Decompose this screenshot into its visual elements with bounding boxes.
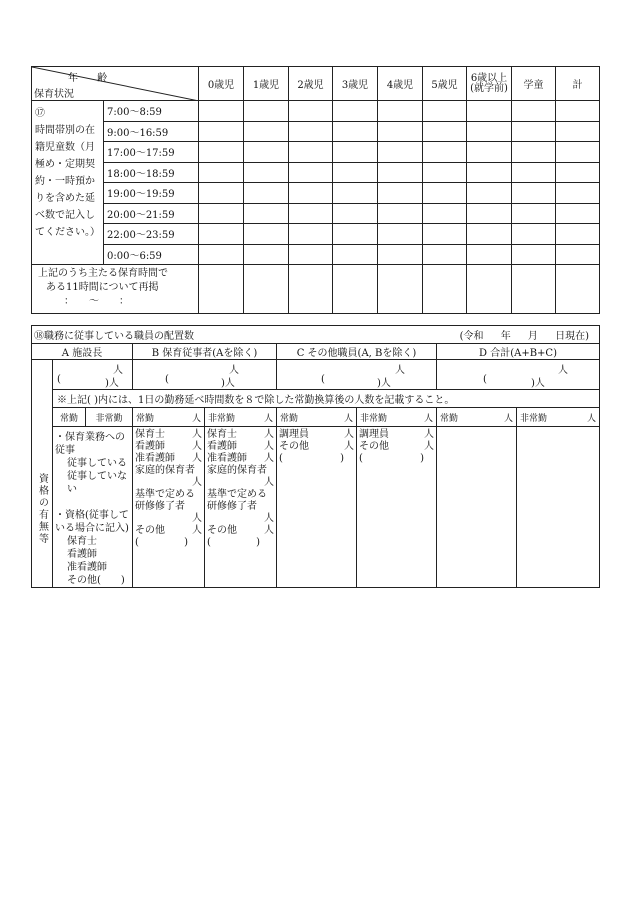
table-18-staff-placement — [31, 325, 600, 588]
paren-unit-b: )人 — [221, 378, 235, 389]
input-cell[interactable] — [423, 203, 467, 224]
b-jokin-detail[interactable] — [133, 427, 205, 588]
time-slot-label: 18:00〜18:59 — [104, 162, 199, 183]
paren-unit-c: )人 — [377, 378, 391, 389]
qualification-label — [32, 360, 53, 588]
input-cell[interactable] — [423, 244, 467, 265]
b-hijokin-label: 非常勤 — [208, 413, 236, 424]
col-age-3: 3歳児 — [333, 67, 378, 101]
input-cell[interactable] — [333, 203, 378, 224]
d-jokin-label: 常勤 — [440, 413, 459, 424]
c-hijokin-close: ) — [420, 453, 424, 464]
b-hijokin-item-3: 家庭的保育者 — [207, 465, 267, 476]
input-cell[interactable] — [423, 224, 467, 245]
b-jokin-item-3: 家庭的保育者 — [135, 465, 195, 476]
count-a[interactable] — [53, 360, 133, 390]
input-cell[interactable] — [467, 265, 512, 314]
b-hijokin-unit: 人 — [263, 413, 273, 424]
input-cell[interactable] — [333, 265, 378, 314]
col-d-total: D 合計(A+B+C) — [437, 344, 600, 360]
b-hijokin-item-6: 研修修了者 — [207, 501, 257, 512]
input-cell[interactable] — [556, 121, 600, 142]
input-cell[interactable] — [199, 183, 244, 204]
b-hijokin-header — [205, 408, 277, 427]
input-cell[interactable] — [423, 265, 467, 314]
input-cell[interactable] — [244, 101, 289, 122]
time-row — [32, 101, 600, 122]
b-jokin-unit-3: 人 — [192, 477, 202, 488]
c-hijokin-unit-1: 人 — [424, 441, 434, 452]
b-jokin-unit-0: 人 — [192, 429, 202, 440]
input-cell[interactable] — [423, 162, 467, 183]
time-slot-label: 9:00〜16:59 — [104, 121, 199, 142]
header-age: 年 齢 — [68, 73, 116, 84]
input-cell[interactable] — [467, 203, 512, 224]
time-row — [32, 203, 600, 224]
input-cell[interactable] — [333, 101, 378, 122]
c-jokin-header — [277, 408, 357, 427]
b-jokin-unit: 人 — [191, 413, 201, 424]
time-slot-label: 20:00〜21:59 — [104, 203, 199, 224]
input-cell[interactable] — [199, 121, 244, 142]
b-hijokin-detail[interactable] — [205, 427, 277, 588]
conversion-note: ※上記( )内には、1日の勤務延べ時間数を８で除した常勤換算後の人数を記載すること。 — [53, 390, 600, 408]
c-hijokin-item-2: ( — [359, 453, 363, 464]
b-hijokin-item-2: 准看護師 — [207, 453, 247, 464]
c-jokin-item-1: その他 — [279, 441, 309, 452]
d-hijokin-header — [517, 408, 600, 427]
col-age-6plus-line2: (就学前) — [470, 82, 508, 94]
b-hijokin-unit-6: 人 — [264, 513, 274, 524]
input-cell[interactable] — [199, 203, 244, 224]
col-age-1: 1歳児 — [244, 67, 289, 101]
b-hijokin-item-5: 基準で定める — [207, 489, 267, 500]
input-cell[interactable] — [556, 265, 600, 314]
c-hijokin-item-0: 調理員 — [359, 429, 389, 440]
summary-line2: ある11時間について再掲 — [46, 282, 159, 293]
paren-open-b: ( — [165, 374, 169, 385]
c-hijokin-header — [357, 408, 437, 427]
input-cell[interactable] — [244, 121, 289, 142]
input-cell[interactable] — [289, 244, 333, 265]
input-cell[interactable] — [199, 101, 244, 122]
time-slot-label: 7:00〜8:59 — [104, 101, 199, 122]
count-b[interactable] — [133, 360, 277, 390]
b-hijokin-item-0: 保育士 — [207, 429, 237, 440]
c-hijokin-item-1: その他 — [359, 441, 389, 452]
input-cell[interactable] — [289, 203, 333, 224]
summary-11h-label — [32, 265, 199, 314]
a-detail-6: 看護師 — [67, 549, 97, 560]
a-jokin-header: 常勤 — [53, 408, 86, 427]
col-age-6plus-line1: 6歳以上 — [470, 72, 508, 84]
a-detail-cell[interactable] — [53, 427, 133, 588]
b-hijokin-unit-3: 人 — [264, 477, 274, 488]
time-slot-label: 0:00〜6:59 — [104, 244, 199, 265]
c-jokin-item-2: ( — [279, 453, 283, 464]
input-cell[interactable] — [378, 162, 423, 183]
c-jokin-label: 常勤 — [280, 413, 299, 424]
b-hijokin-item-1: 看護師 — [207, 441, 237, 452]
input-cell[interactable] — [423, 101, 467, 122]
input-cell[interactable] — [556, 244, 600, 265]
input-cell[interactable] — [512, 203, 556, 224]
input-cell[interactable] — [244, 203, 289, 224]
d-jokin-header — [437, 408, 517, 427]
col-total: 計 — [556, 67, 600, 101]
input-cell[interactable] — [512, 101, 556, 122]
input-cell[interactable] — [244, 224, 289, 245]
unit-c: 人 — [395, 365, 405, 376]
input-cell[interactable] — [556, 142, 600, 163]
d-hijokin-unit: 人 — [586, 413, 596, 424]
time-row — [32, 183, 600, 204]
b-hijokin-unit-2: 人 — [264, 453, 274, 464]
col-age-0: 0歳児 — [199, 67, 244, 101]
input-cell[interactable] — [289, 162, 333, 183]
b-hijokin-item-8: その他 — [207, 525, 237, 536]
a-detail-8: その他( ) — [67, 575, 125, 586]
input-cell[interactable] — [467, 142, 512, 163]
input-cell[interactable] — [512, 142, 556, 163]
qualification-text: 資格の有無等 — [36, 472, 48, 545]
summary-line1: 上記のうち主たる保育時間で — [38, 268, 168, 279]
time-row — [32, 224, 600, 245]
input-cell[interactable] — [512, 224, 556, 245]
input-cell[interactable] — [378, 142, 423, 163]
input-cell[interactable] — [556, 203, 600, 224]
col-b-caregivers: B 保育従事者(Aを除く) — [133, 344, 277, 360]
b-jokin-item-8: その他 — [135, 525, 165, 536]
paren-open-a: ( — [57, 374, 61, 385]
d-hijokin-detail[interactable] — [517, 427, 600, 588]
a-detail-2: 従事していない — [67, 471, 127, 495]
a-hijokin-header: 非常勤 — [86, 408, 133, 427]
paren-unit-d: )人 — [531, 378, 545, 389]
time-slot-label: 22:00〜23:59 — [104, 224, 199, 245]
input-cell[interactable] — [289, 121, 333, 142]
a-detail-7: 准看護師 — [67, 562, 107, 573]
a-detail-5: 保育士 — [67, 536, 97, 547]
input-cell[interactable] — [244, 142, 289, 163]
d-jokin-detail[interactable] — [437, 427, 517, 588]
section-18-header — [32, 326, 600, 344]
input-cell[interactable] — [423, 121, 467, 142]
b-jokin-header — [133, 408, 205, 427]
col-age-4: 4歳児 — [378, 67, 423, 101]
b-jokin-item-2: 准看護師 — [135, 453, 175, 464]
col-gakudo: 学童 — [512, 67, 556, 101]
c-jokin-unit-1: 人 — [344, 441, 354, 452]
time-row — [32, 142, 600, 163]
a-detail-0: ・保育業務への従事 — [55, 432, 125, 456]
input-cell[interactable] — [467, 162, 512, 183]
c-jokin-close: ) — [340, 453, 344, 464]
input-cell[interactable] — [333, 121, 378, 142]
input-cell[interactable] — [512, 183, 556, 204]
b-hijokin-unit-1: 人 — [264, 441, 274, 452]
a-detail-4: ・資格(従事している場合に記入) — [55, 510, 129, 534]
b-hijokin-unit-8: 人 — [264, 525, 274, 536]
b-hijokin-unit-0: 人 — [264, 429, 274, 440]
b-jokin-close: ) — [184, 537, 188, 548]
col-age-5: 5歳児 — [423, 67, 467, 101]
input-cell[interactable] — [378, 183, 423, 204]
b-jokin-unit-1: 人 — [192, 441, 202, 452]
b-hijokin-close: ) — [256, 537, 260, 548]
c-hijokin-unit-0: 人 — [424, 429, 434, 440]
input-cell[interactable] — [199, 244, 244, 265]
table-17-enrollment-by-time — [31, 66, 600, 314]
input-cell[interactable] — [289, 101, 333, 122]
input-cell[interactable] — [378, 121, 423, 142]
input-cell[interactable] — [333, 183, 378, 204]
section-17-label: ⑰ 時間帯別の在籍児童数（月極め・定期契約・一時預かりを含めた延べ数で記入してください。） — [32, 101, 104, 265]
input-cell[interactable] — [289, 142, 333, 163]
input-cell[interactable] — [289, 265, 333, 314]
b-jokin-unit-6: 人 — [192, 513, 202, 524]
input-cell[interactable] — [333, 244, 378, 265]
c-hijokin-unit: 人 — [423, 413, 433, 424]
b-jokin-unit-2: 人 — [192, 453, 202, 464]
c-hijokin-label: 非常勤 — [360, 413, 388, 424]
header-hoiku: 保育状況 — [34, 89, 74, 100]
input-cell[interactable] — [556, 224, 600, 245]
input-cell[interactable] — [289, 183, 333, 204]
count-c[interactable] — [277, 360, 437, 390]
time-slot-label: 19:00〜19:59 — [104, 183, 199, 204]
input-cell[interactable] — [512, 265, 556, 314]
input-cell[interactable] — [512, 162, 556, 183]
input-cell[interactable] — [556, 162, 600, 183]
input-cell[interactable] — [556, 101, 600, 122]
b-jokin-item-0: 保育士 — [135, 429, 165, 440]
input-cell[interactable] — [467, 121, 512, 142]
b-hijokin-item-9: ( — [207, 537, 211, 548]
unit-d: 人 — [558, 365, 568, 376]
input-cell[interactable] — [467, 183, 512, 204]
d-jokin-unit: 人 — [503, 413, 513, 424]
input-cell[interactable] — [244, 244, 289, 265]
c-jokin-unit-0: 人 — [344, 429, 354, 440]
input-cell[interactable] — [289, 224, 333, 245]
time-slot-label: 17:00〜17:59 — [104, 142, 199, 163]
b-jokin-unit-8: 人 — [192, 525, 202, 536]
time-row — [32, 162, 600, 183]
input-cell[interactable] — [333, 162, 378, 183]
d-hijokin-label: 非常勤 — [520, 413, 548, 424]
input-cell[interactable] — [244, 265, 289, 314]
b-jokin-item-6: 研修修了者 — [135, 501, 185, 512]
c-jokin-unit: 人 — [343, 413, 353, 424]
time-row — [32, 121, 600, 142]
c-jokin-item-0: 調理員 — [279, 429, 309, 440]
input-cell[interactable] — [378, 203, 423, 224]
col-age-6plus — [467, 67, 512, 101]
input-cell[interactable] — [244, 162, 289, 183]
unit-b: 人 — [229, 365, 239, 376]
section-18-title: ⑱職務に従事している職員の配置数 — [34, 331, 194, 342]
input-cell[interactable] — [423, 142, 467, 163]
input-cell[interactable] — [378, 265, 423, 314]
input-cell[interactable] — [333, 224, 378, 245]
input-cell[interactable] — [378, 244, 423, 265]
col-c-other-staff: C その他職員(A, Bを除く) — [277, 344, 437, 360]
b-jokin-item-5: 基準で定める — [135, 489, 195, 500]
c-hijokin-detail[interactable] — [357, 427, 437, 588]
time-row — [32, 244, 600, 265]
b-jokin-item-9: ( — [135, 537, 139, 548]
input-cell[interactable] — [512, 121, 556, 142]
paren-open-d: ( — [483, 374, 487, 385]
col-a-director: A 施設長 — [32, 344, 133, 360]
input-cell[interactable] — [423, 183, 467, 204]
input-cell[interactable] — [333, 142, 378, 163]
input-cell[interactable] — [378, 224, 423, 245]
input-cell[interactable] — [556, 183, 600, 204]
paren-unit-a: )人 — [105, 378, 119, 389]
col-age-2: 2歳児 — [289, 67, 333, 101]
input-cell[interactable] — [199, 224, 244, 245]
input-cell[interactable] — [199, 142, 244, 163]
paren-open-c: ( — [321, 374, 325, 385]
input-cell[interactable] — [378, 101, 423, 122]
input-cell[interactable] — [244, 183, 289, 204]
c-jokin-detail[interactable] — [277, 427, 357, 588]
count-d[interactable] — [437, 360, 600, 390]
input-cell[interactable] — [467, 224, 512, 245]
input-cell[interactable] — [467, 101, 512, 122]
input-cell[interactable] — [512, 244, 556, 265]
b-jokin-item-1: 看護師 — [135, 441, 165, 452]
input-cell[interactable] — [467, 244, 512, 265]
summary-line3: ： 〜 ： — [64, 296, 129, 307]
as-of-date: (令和 年 月 日現在) — [459, 331, 589, 342]
input-cell[interactable] — [199, 162, 244, 183]
b-jokin-label: 常勤 — [136, 413, 155, 424]
header-diagonal-cell — [32, 67, 199, 101]
input-cell[interactable] — [199, 265, 244, 314]
unit-a: 人 — [113, 365, 123, 376]
a-detail-1: 従事している — [67, 458, 127, 469]
